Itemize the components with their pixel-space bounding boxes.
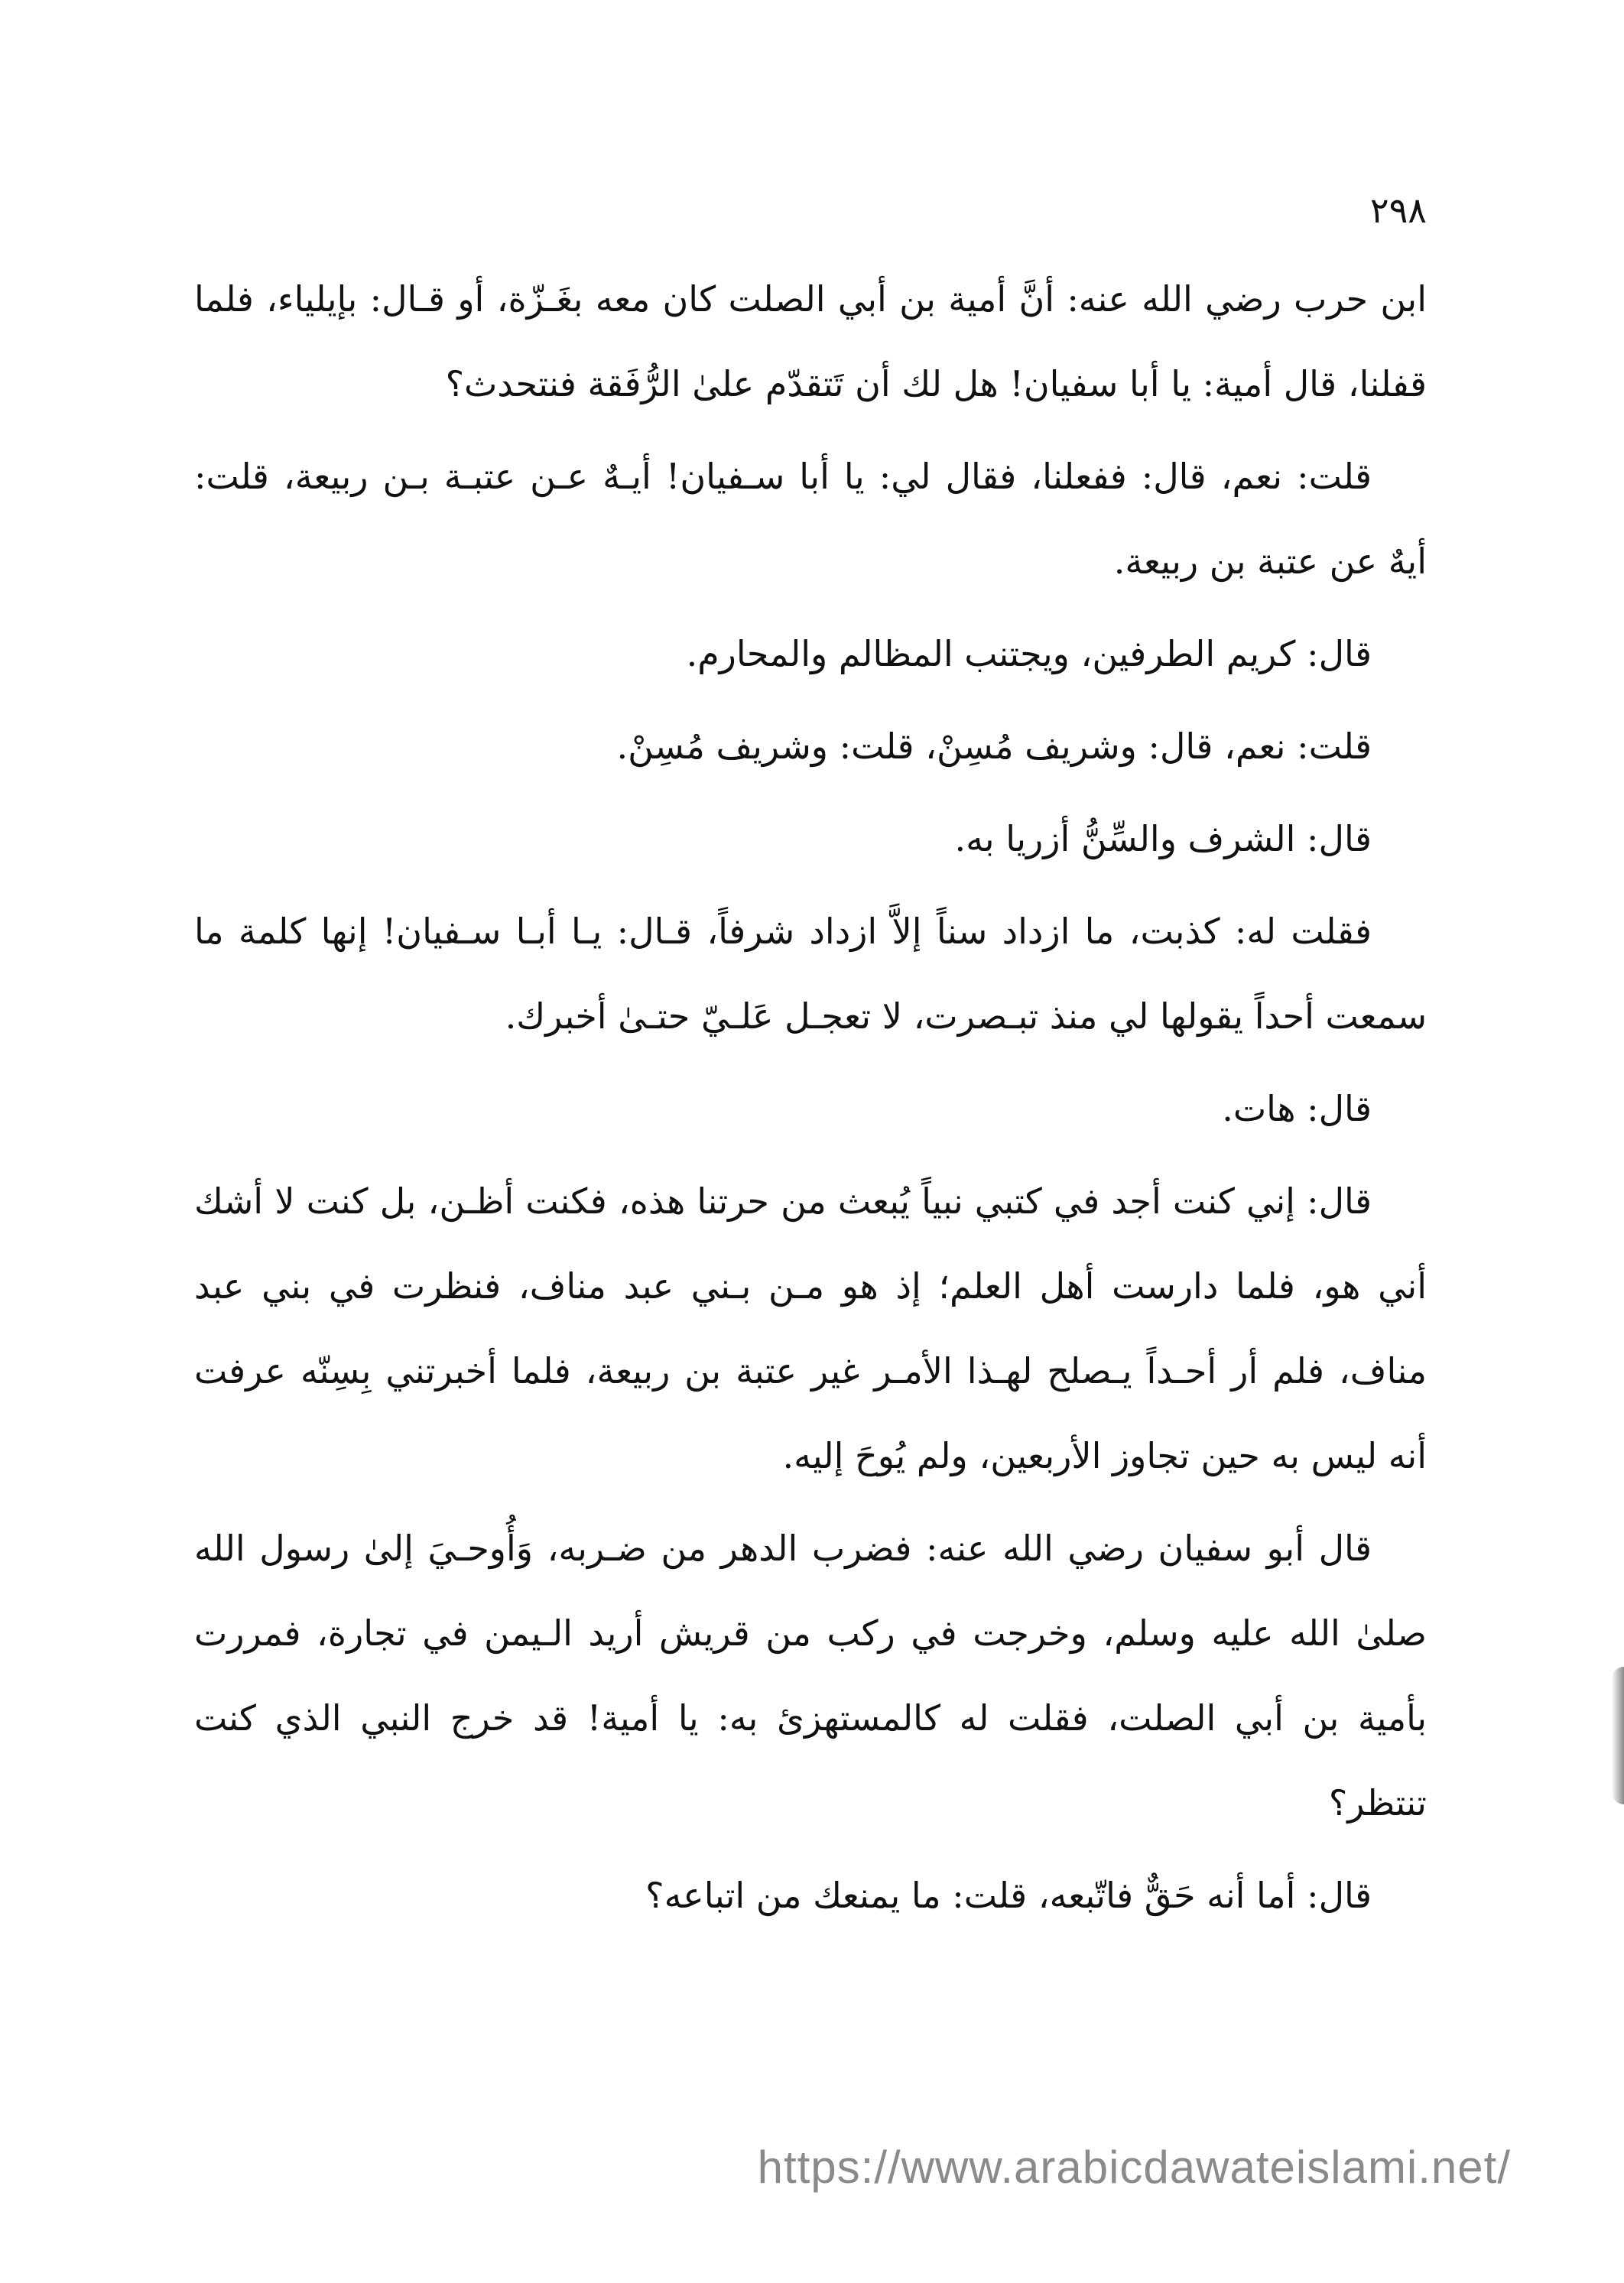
paragraph: قلت: نعم، قال: وشريف مُسِنْ، قلت: وشريف مُسِنْ.: [616, 726, 1372, 767]
paragraph: قال: إني كنت أجد في كتبي نبياً يُبعث من حرتنا هذه، فكنت أظـن، بل كنت لا أشك أني هو، فلما دارست أهل العلم؛ إذ هو مـن بـني عبد مناف، فنظرت في بني عبد مناف، فلم أر أحـداً يـصلح لهـذا الأمـر غير عتبة بن ربيعة، فلما أخبرتني بِسِنّه عرفت أنه ليس به حين تجاوز الأربعين، ولم يُوحَ إليه.: [194, 1180, 1427, 1476]
paragraph: قال: كريم الطرفين، ويجتنب المظالم والمحارم.: [686, 633, 1372, 674]
watermark-url: https://www.arabicdawateislami.net/: [757, 2142, 1511, 2193]
paragraph: ابن حرب رضي الله عنه: أنَّ أمية بن أبي الصلت كان معه بغَـزّة، أو قـال: بإيلياء، فلما قفلنا، قال أمية: يا أبا سفيان! هل لك أن تَتقدّم علىٰ الرُّفَقة فنتحدث؟: [194, 278, 1427, 404]
body-text: [194, 257, 1427, 1946]
paragraph: قال: هات.: [1222, 1088, 1372, 1129]
paragraph: قلت: نعم، قال: ففعلنا، فقال لي: يا أبا سـفيان! أيـهٌ عـن عتبـة بـن ربيعة، قلت: أيهٌ عن عتبة بن ربيعة.: [194, 456, 1427, 582]
page-number: ٢٩٨: [1369, 190, 1427, 231]
paragraph: فقلت له: كذبت، ما ازداد سناً إلاَّ ازداد شرفاً، قـال: يـا أبـا سـفيان! إنها كلمة ما سمعت أحداً يقولها لي منذ تبـصرت، لا تعجـل عَلـيّ حتـىٰ أخبرك.: [194, 911, 1427, 1037]
paragraph: قال: الشرف والسِّنُّ أزريا به.: [954, 818, 1372, 859]
page-edge-shadow: [1612, 1667, 1624, 1804]
paragraph: قال: أما أنه حَقٌّ فاتّبعه، قلت: ما يمنعك من اتباعه؟: [645, 1875, 1372, 1916]
paragraph: قال أبو سفيان رضي الله عنه: فضرب الدهر من ضـربه، وَأُوحـيَ إلىٰ رسول الله صلىٰ الله عليه وسلم، وخرجت في ركب من قريش أريد الـيمن في تجارة، فمررت بأمية بن أبي الصلت، فقلت له كالمستهزئ به: يا أمية! قد خرج النبي الذي كنت تنتظر؟: [194, 1528, 1427, 1823]
